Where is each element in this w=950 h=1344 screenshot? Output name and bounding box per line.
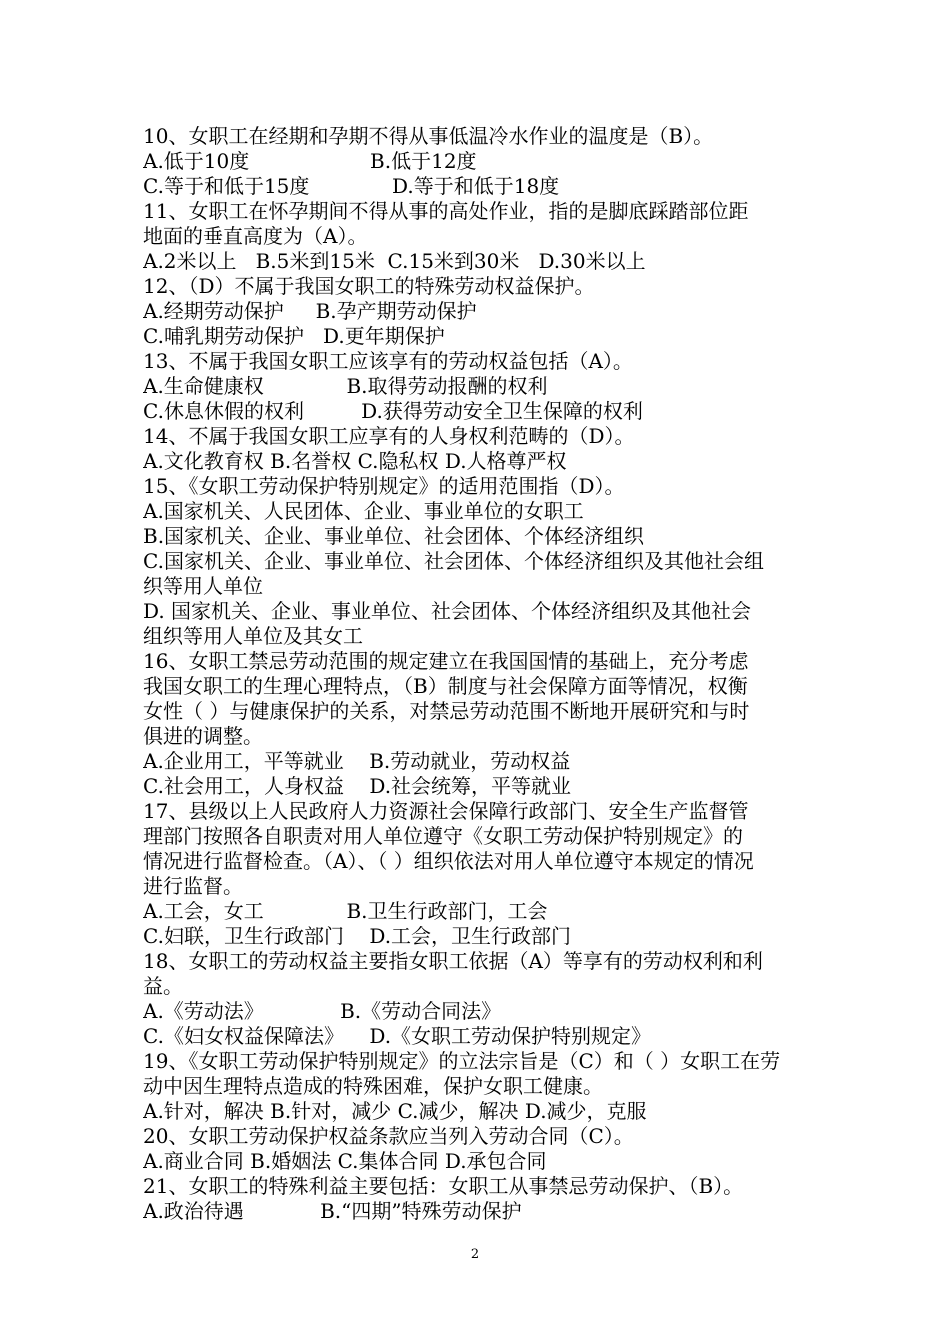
- text-line: C.休息休假的权利 D.获得劳动安全卫生保障的权利: [143, 399, 643, 423]
- text-line: 17、县级以上人民政府人力资源社会保障行政部门、安全生产监督管: [143, 799, 749, 823]
- text-line: 14、不属于我国女职工应享有的人身权利范畴的（D）。: [143, 424, 635, 448]
- text-line: A.文化教育权 B.名誉权 C.隐私权 D.人格尊严权: [143, 449, 567, 473]
- text-line: 16、女职工禁忌劳动范围的规定建立在我国国情的基础上，充分考虑: [143, 649, 749, 673]
- text-line: A.2米以上 B.5米到15米 C.15米到30米 D.30米以上: [143, 249, 646, 273]
- text-line: 15、《女职工劳动保护特别规定》的适用范围指（D）。: [143, 474, 625, 498]
- text-line: C.等于和低于15度 D.等于和低于18度: [143, 174, 560, 198]
- text-line: A.商业合同 B.婚姻法 C.集体合同 D.承包合同: [143, 1149, 547, 1173]
- text-line: 19、《女职工劳动保护特别规定》的立法宗旨是（C）和（ ）女职工在劳: [143, 1049, 781, 1073]
- page-number: 2: [470, 1247, 480, 1262]
- text-line: 11、女职工在怀孕期间不得从事的高处作业，指的是脚底踩踏部位距: [143, 199, 749, 223]
- text-line: 益。: [143, 974, 183, 998]
- text-line: 织等用人单位: [143, 574, 263, 598]
- text-line: 女性（ ）与健康保护的关系，对禁忌劳动范围不断地开展研究和与时: [143, 699, 750, 723]
- text-line: D. 国家机关、企业、事业单位、社会团体、个体经济组织及其他社会: [143, 599, 752, 623]
- text-line: A.经期劳动保护 B.孕产期劳动保护: [143, 299, 477, 323]
- text-line: A.企业用工，平等就业 B.劳动就业，劳动权益: [143, 749, 571, 773]
- text-line: 12、（D）不属于我国女职工的特殊劳动权益保护。: [143, 274, 595, 298]
- text-line: C.国家机关、企业、事业单位、社会团体、个体经济组织及其他社会组: [143, 549, 764, 573]
- text-line: 俱进的调整。: [143, 724, 263, 748]
- text-line: B.国家机关、企业、事业单位、社会团体、个体经济组织: [143, 524, 645, 548]
- text-line: C.妇联，卫生行政部门 D.工会，卫生行政部门: [143, 924, 572, 948]
- text-line: 动中因生理特点造成的特殊困难，保护女职工健康。: [143, 1074, 603, 1098]
- text-line: 组织等用人单位及其女工: [143, 624, 363, 648]
- text-line: 情况进行监督检查。（A）、（ ）组织依法对用人单位遵守本规定的情况: [143, 849, 754, 873]
- text-line: 进行监督。: [143, 874, 243, 898]
- text-line: 21、女职工的特殊利益主要包括：女职工从事禁忌劳动保护、（B）。: [143, 1174, 744, 1198]
- document-body: [143, 124, 813, 1224]
- text-line: A.政治待遇 B.“四期”特殊劳动保护: [143, 1199, 522, 1223]
- text-line: A.生命健康权 B.取得劳动报酬的权利: [143, 374, 548, 398]
- text-line: 20、女职工劳动保护权益条款应当列入劳动合同（C）。: [143, 1124, 634, 1148]
- text-line: C.哺乳期劳动保护 D.更年期保护: [143, 324, 445, 348]
- text-line: C.《妇女权益保障法》 D.《女职工劳动保护特别规定》: [143, 1024, 652, 1048]
- text-line: A.国家机关、人民团体、企业、事业单位的女职工: [143, 499, 584, 523]
- text-line: 我国女职工的生理心理特点，（B）制度与社会保障方面等情况，权衡: [143, 674, 748, 698]
- text-line: 13、不属于我国女职工应该享有的劳动权益包括（A）。: [143, 349, 633, 373]
- text-line: A.针对，解决 B.针对，减少 C.减少，解决 D.减少，克服: [143, 1099, 647, 1123]
- text-line: 10、女职工在经期和孕期不得从事低温冷水作业的温度是（B）。: [143, 124, 714, 148]
- text-line: A.工会，女工 B.卫生行政部门，工会: [143, 899, 548, 923]
- text-line: 18、女职工的劳动权益主要指女职工依据（A）等享有的劳动权利和利: [143, 949, 763, 973]
- text-line: A.《劳动法》 B.《劳动合同法》: [143, 999, 502, 1023]
- text-line: A.低于10度 B.低于12度: [143, 149, 477, 173]
- text-line: 理部门按照各自职责对用人单位遵守《女职工劳动保护特别规定》的: [143, 824, 743, 848]
- text-line: C.社会用工，人身权益 D.社会统筹，平等就业: [143, 774, 572, 798]
- text-line: 地面的垂直高度为（A）。: [143, 224, 368, 248]
